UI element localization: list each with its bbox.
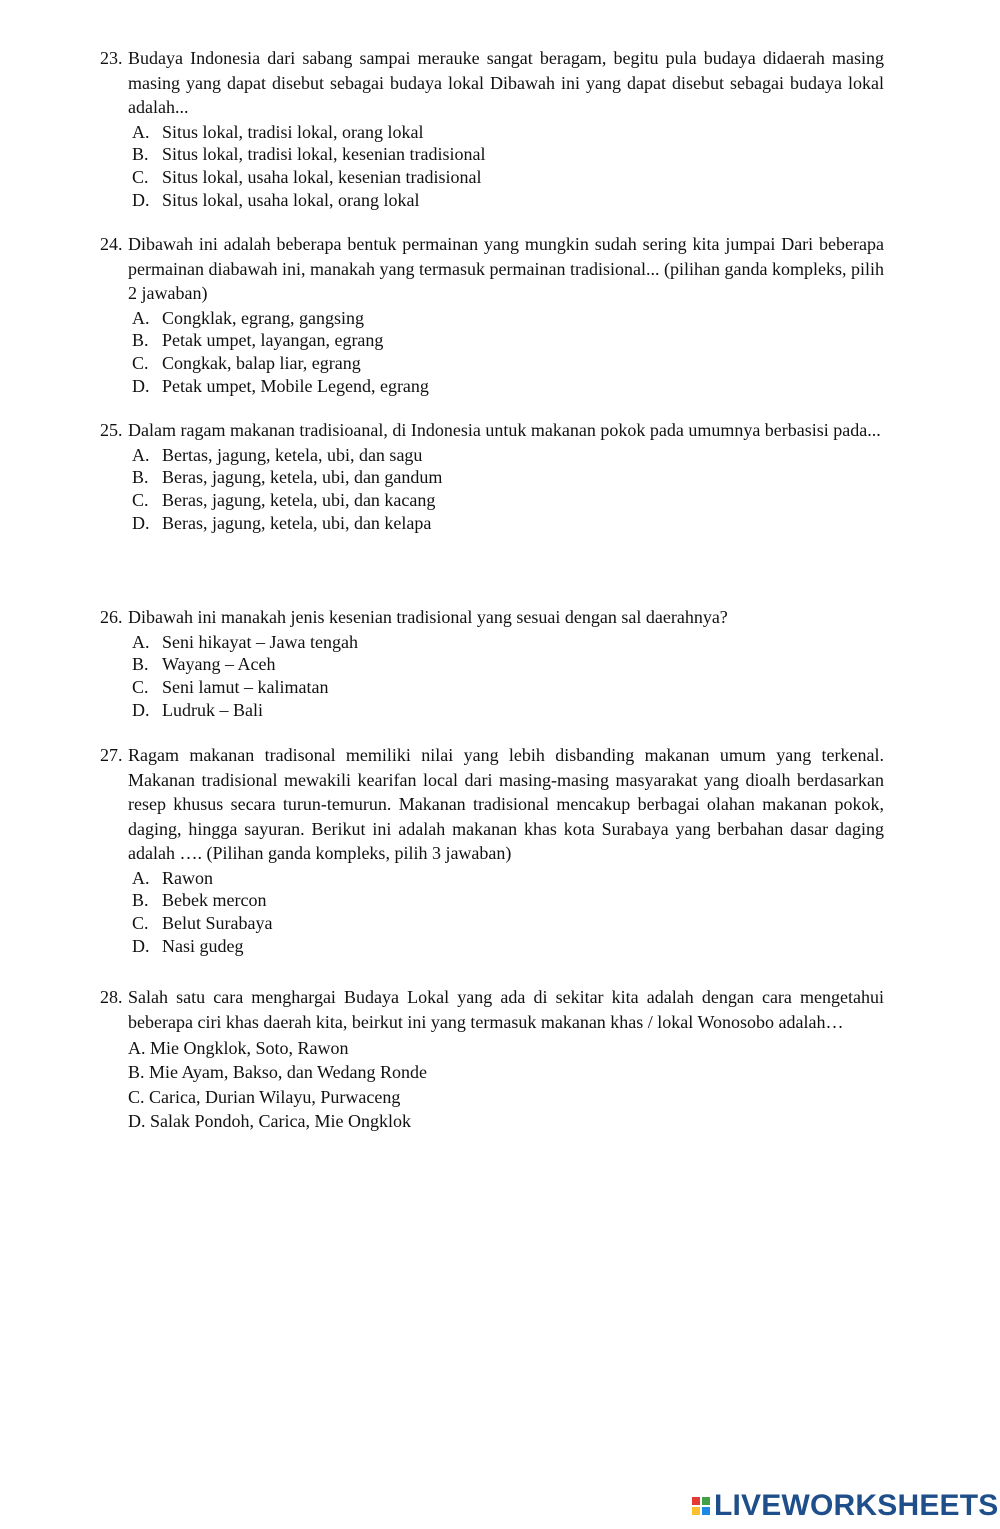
option-letter: A. [132,631,150,652]
options-list [132,867,884,958]
question-23 [100,46,884,212]
question-number: 25. [100,420,123,440]
option-letter: D. [128,1110,146,1131]
option-c[interactable] [132,489,884,512]
option-d[interactable] [128,1109,884,1133]
option-letter: D. [132,189,150,210]
option-text: Mie Ongklok, Soto, Rawon [150,1038,349,1058]
option-text: Situs lokal, usaha lokal, kesenian tradisional [162,167,482,188]
question-number: 23. [100,48,123,68]
option-letter: B. [132,144,149,165]
logo-square [692,1497,700,1505]
option-d[interactable] [132,375,884,398]
question-text: Dalam ragam makanan tradisioanal, di Indonesia untuk makanan pokok pada umumnya berbasisi pada... [128,420,881,440]
option-letter: A. [132,444,150,465]
option-c[interactable] [132,166,884,189]
option-letter: C. [132,353,149,374]
option-letter: C. [132,490,149,511]
logo-square [692,1507,700,1515]
option-text: Wayang – Aceh [162,654,276,675]
option-text: Congkak, balap liar, egrang [162,353,361,374]
option-text: Nasi gudeg [162,935,244,956]
option-text: Mie Ayam, Bakso, dan Wedang Ronde [149,1062,428,1083]
options-list [132,631,884,722]
option-text: Belut Surabaya [162,913,273,934]
question-text: Ragam makanan tradisonal memiliki nilai yang lebih disbanding makanan umum yang terkenal. Makanan tradisional mewakili kearifan local dari masing-masing masyarakat yang dioalh berdasarkan resep khusus secara turun-temurun. Makanan tradisional mencakup berbagai olahan makanan pokok, daging, hingga sayuran. Berikut ini adalah makanan khas kota Surabaya yang berbahan dasar daging adalah …. (Pilihan ganda kompleks, pilih 3 jawaban) [128,745,884,863]
option-a[interactable] [132,307,884,330]
option-text: Situs lokal, tradisi lokal, orang lokal [162,121,424,142]
option-text: Situs lokal, tradisi lokal, kesenian tradisional [162,144,486,165]
option-c[interactable] [128,1085,884,1109]
question-text: Budaya Indonesia dari sabang sampai merauke sangat beragam, begitu pula budaya didaerah masing masing yang dapat disebut sebagai budaya lokal Dibawah ini yang dapat disebut sebagai budaya lokal adalah... [128,48,884,117]
options-list [132,121,884,212]
option-letter: C. [128,1086,145,1107]
option-text: Bertas, jagung, ketela, ubi, dan sagu [162,444,423,465]
option-a[interactable] [132,121,884,144]
option-text: Carica, Durian Wilayu, Purwaceng [149,1086,401,1107]
question-text: Dibawah ini adalah beberapa bentuk permainan yang mungkin sudah sering kita jumpai Dari beberapa permainan diabawah ini, manakah yang termasuk permainan tradisional... (pilihan ganda kompleks, pilih 2 jawaban) [128,234,884,303]
option-text: Beras, jagung, ketela, ubi, dan kelapa [162,512,432,533]
option-b[interactable] [132,653,884,676]
option-text: Salak Pondoh, Carica, Mie Ongklok [150,1110,411,1131]
option-letter: A. [128,1038,146,1058]
question-text: Dibawah ini manakah jenis kesenian tradisional yang sesuai dengan sal daerahnya? [128,607,728,627]
option-b[interactable] [132,466,884,489]
logo-mark-icon [692,1497,710,1515]
option-text: Beras, jagung, ketela, ubi, dan gandum [162,467,443,488]
option-text: Ludruk – Bali [162,699,263,720]
question-number: 28. [100,987,123,1007]
option-b[interactable] [132,329,884,352]
option-a[interactable] [132,867,884,890]
option-text: Situs lokal, usaha lokal, orang lokal [162,189,420,210]
option-d[interactable] [132,935,884,958]
option-d[interactable] [132,512,884,535]
options-list [128,1036,884,1133]
option-d[interactable] [132,699,884,722]
logo-square [702,1497,710,1505]
options-list [132,444,884,535]
option-letter: B. [132,330,149,351]
option-b[interactable] [128,1060,884,1084]
option-a[interactable] [132,631,884,654]
question-28 [100,985,884,1133]
option-letter: B. [132,467,149,488]
question-number: 27. [100,745,123,765]
option-b[interactable] [132,889,884,912]
option-letter: B. [132,654,149,675]
option-c[interactable] [132,912,884,935]
option-a[interactable] [132,444,884,467]
options-list [132,307,884,398]
option-text: Beras, jagung, ketela, ubi, dan kacang [162,490,436,511]
option-text: Congklak, egrang, gangsing [162,307,364,328]
liveworksheets-logo [692,1488,999,1524]
option-letter: D. [132,375,150,396]
question-24 [100,232,884,398]
question-number: 24. [100,234,123,254]
option-text: Rawon [162,867,213,888]
option-letter: C. [132,913,149,934]
option-letter: D. [132,512,150,533]
option-letter: C. [132,167,149,188]
option-letter: C. [132,677,149,698]
question-27 [100,743,884,958]
option-letter: B. [128,1062,145,1083]
option-c[interactable] [132,352,884,375]
question-26 [100,605,884,722]
logo-text: LIVEWORKSHEETS [714,1489,999,1522]
option-text: Bebek mercon [162,890,267,911]
option-b[interactable] [132,143,884,166]
option-letter: A. [132,867,150,888]
option-letter: D. [132,935,150,956]
option-letter: B. [132,890,149,911]
option-letter: D. [132,699,150,720]
option-c[interactable] [132,676,884,699]
question-text: Salah satu cara menghargai Budaya Lokal yang ada di sekitar kita adalah dengan cara mengetahui beberapa ciri khas daerah kita, beirkut ini yang termasuk makanan khas / lokal Wonosobo adalah… [128,987,884,1032]
option-text: Petak umpet, layangan, egrang [162,330,384,351]
option-text: Seni lamut – kalimatan [162,677,329,698]
option-text: Seni hikayat – Jawa tengah [162,631,358,652]
option-d[interactable] [132,189,884,212]
option-letter: A. [132,121,150,142]
option-a[interactable] [128,1036,884,1060]
logo-square [702,1507,710,1515]
question-25 [100,418,884,535]
question-number: 26. [100,607,123,627]
option-letter: A. [132,307,150,328]
option-text: Petak umpet, Mobile Legend, egrang [162,375,429,396]
